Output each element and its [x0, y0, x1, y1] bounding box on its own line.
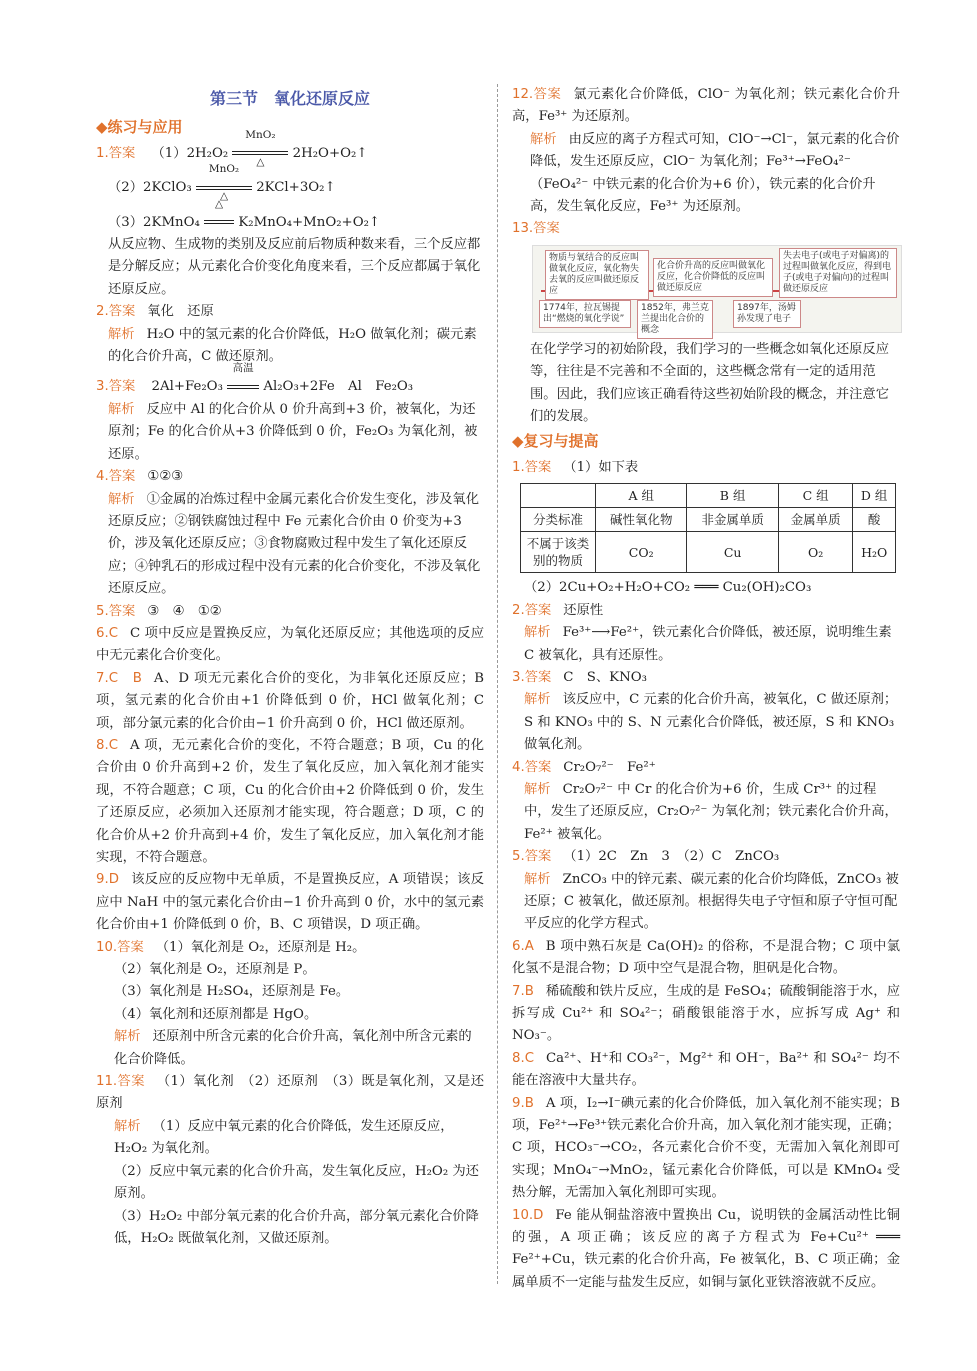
r3-explain-text: 该反应中，C 元素的化合价升高，被氧化，C 做还原剂；S 和 KNO₃ 中的 S、N 元素化合价降低，被还原，S 和 KNO₃ 做氧化剂。	[524, 692, 898, 753]
table-cell: D 组	[853, 484, 896, 508]
q4-answer: ①②③	[147, 469, 184, 485]
r6	[512, 936, 900, 981]
r3-explain	[512, 689, 900, 756]
r4	[512, 757, 900, 779]
q11-explain-3: （3）H₂O₂ 中部分氧元素的化合价升高，部分氧元素化合价降低，H₂O₂ 既做氧化剂，又做还原剂。	[114, 1208, 479, 1246]
answer-label: 答案	[117, 939, 144, 955]
concept-timeline-figure	[532, 245, 902, 333]
q2-number: 2.	[96, 304, 109, 320]
q7-number: 7.	[96, 670, 109, 686]
r5-explain	[512, 869, 900, 936]
q13-text: 在化学学习的初始阶段，我们学习的一些概念如氧化还原反应等，往往是不完善和不全面的，这些概念常有一定的适用范围。因此，我们应该正确看待这些初始阶段的概念，并注意它们的发展。	[530, 341, 890, 425]
answer-label: 答案	[524, 602, 552, 618]
q7-letter: C B	[108, 670, 142, 686]
r9-letter: B	[524, 1095, 534, 1111]
r6-number: 6.	[512, 938, 525, 954]
answer-label: 答案	[108, 603, 136, 619]
q4-explain	[96, 489, 484, 601]
q8-letter: C	[108, 737, 118, 753]
q5-number: 5.	[96, 603, 109, 619]
r2-number: 2.	[512, 602, 525, 618]
timeline-date-3: 1897年，汤姆孙发现了电子	[733, 300, 801, 328]
q10-line2: （2）氧化剂是 O₂，还原剂是 P。	[114, 962, 316, 978]
r9-text: A 项，I₂→I⁻碘元素的化合价降低，加入氧化剂不能实现；B 项，Fe²⁺→Fe³⁺铁元素化合价升高，加入氧化剂才能实现，正确；C 项，HCO₃⁻→CO₂，各元素化合价不变，无需加入氧化剂即可实现；MnO₄⁻→MnO₂，锰元素化合价降低，可以是 KMnO₄ 受热分解，无需加入氧化剂即可实现。	[512, 1095, 900, 1201]
r2-answer: 还原性	[563, 602, 604, 618]
q3-product: Al₂O₃+2Fe Al Fe₂O₃	[263, 379, 414, 395]
r8	[512, 1048, 900, 1093]
r4-answer: Cr₂O₇²⁻ Fe²⁺	[563, 759, 656, 775]
explain-label: 解析	[108, 401, 135, 417]
table-cell: 酸	[853, 508, 896, 532]
q12	[512, 84, 900, 129]
answer-label: 答案	[108, 304, 136, 320]
r1-lead: （1）如下表	[563, 459, 639, 475]
q10-line1: （1）氧化剂是 O₂，还原剂是 H₂。	[155, 939, 366, 955]
section-review: ◆复习与提高	[512, 432, 599, 451]
r3	[512, 667, 900, 689]
q1-formula3	[96, 197, 484, 234]
q5-answer: ③ ④ ①②	[147, 603, 222, 619]
classification-table	[520, 483, 896, 573]
table-cell: 金属单质	[778, 508, 852, 532]
q11	[96, 1071, 484, 1116]
q6-letter: C	[108, 625, 118, 641]
r10-text: Fe 能从铜盐溶液中置换出 Cu，说明铁的金属活动性比铜的强，A 项正确；该反应的离子方程式为 Fe+Cu²⁺ ═══ Fe²⁺+Cu，铁元素的化合价升高，Fe 被氧化，B、C 项正确；金属单质不一定能与盐发生反应，如铜与氯化亚铁溶液就不反应。	[512, 1207, 900, 1290]
r9-number: 9.	[512, 1095, 525, 1111]
table-cell: C 组	[778, 484, 852, 508]
answer-label: 答案	[108, 469, 136, 485]
r5-answer: （1）2C Zn 3 （2）C ZnCO₃	[563, 849, 780, 865]
r5-explain-text: ZnCO₃ 中的锌元素、碳元素的化合价均降低，ZnCO₃ 被还原；C 被氧化，做还原剂。根据得失电子守恒和原子守恒可配平反应的化学方程式。	[524, 871, 899, 932]
r2	[512, 600, 900, 622]
answer-label: 答案	[533, 87, 562, 102]
table-row	[521, 532, 896, 573]
q1-text: 从反应物、生成物的类别及反应前后物质种数来看，三个反应都是分解反应；从元素化合价变化角度来看，三个反应都属于氧化还原反应。	[108, 237, 481, 297]
q3-explain	[96, 399, 484, 466]
r6-letter: A	[524, 938, 534, 954]
table-cell: 不属于该类别的物质	[521, 532, 596, 573]
q1	[96, 128, 484, 168]
q12-number: 12.	[512, 87, 534, 102]
answer-label: 答案	[524, 849, 552, 865]
r1-number: 1.	[512, 459, 525, 475]
q10-explain-text: 还原剂中所含元素的化合价升高，氧化剂中所含元素的化合价降低。	[114, 1029, 472, 1067]
q11-answer: （1）氧化剂 （2）还原剂 （3）既是氧化剂，又是还原剂	[96, 1074, 484, 1112]
q8-number: 8.	[96, 737, 109, 753]
q2-explain-text: H₂O 中的氢元素的化合价降低，H₂O 做氧化剂；碳元素的化合价升高，C 做还原剂。	[108, 326, 477, 365]
timeline-concept-1: 物质与氧结合的反应叫做氧化反应，氧化物失去氧的反应叫做还原反应	[545, 250, 649, 300]
q1-formula1-arrow	[232, 128, 288, 168]
r1-formula: （2）2Cu+O₂+H₂O+CO₂ ═══ Cu₂(OH)₂CO₃	[524, 580, 812, 596]
r3-number: 3.	[512, 669, 525, 685]
q4-explain-text: ①金属的冶炼过程中金属元素化合价发生变化，涉及氧化还原反应；②钢铁腐蚀过程中 Fe 元素化合价由 0 价变为+3 价，涉及氧化还原反应；③食物腐败过程中发生了氧化还原反应；④钟乳石的形成过程中没有元素的化合价变化，不涉及氧化还原反应。	[108, 491, 481, 597]
q9	[96, 869, 484, 936]
r10-number: 10.	[512, 1207, 534, 1223]
r9	[512, 1093, 900, 1205]
q11-explain	[96, 1116, 484, 1161]
q10-line4: （4）氧化剂和还原剂都是 HgO。	[114, 1006, 318, 1022]
table-cell: O₂	[778, 532, 852, 573]
q7-text: A、D 项无元素化合价的变化，为非氧化还原反应；B 项，氢元素的化合价由+1 价降低到 0 价，HCl 做氧化剂；C 项，部分氯元素的化合价由−1 价升高到 0 价，HCl 做还原剂。	[96, 670, 484, 731]
q11-explain-1: （1）反应中氧元素的化合价降低，发生还原反应，H₂O₂ 为氧化剂。	[114, 1118, 454, 1157]
q10-number: 10.	[96, 939, 118, 955]
q12-explain	[512, 129, 900, 219]
table-row	[521, 508, 896, 532]
q1-formula3-product: K₂MnO₄+MnO₂+O₂↑	[238, 214, 381, 230]
q6-number: 6.	[96, 625, 109, 641]
answer-label: 答案	[524, 459, 552, 475]
explain-label: 解析	[524, 692, 551, 708]
condition: △	[215, 197, 224, 210]
right-column	[512, 84, 900, 1294]
q2	[96, 301, 484, 323]
r4-explain-text: Cr₂O₇²⁻ 中 Cr 的化合价为+6 价，生成 Cr³⁺ 的过程中，发生了还原反应，Cr₂O₇²⁻ 为氧化剂；铁元素化合价升高，Fe²⁺ 被氧化。	[524, 781, 898, 842]
answer-label: 答案	[117, 1074, 145, 1090]
timeline-concept-3: 失去电子(或电子对偏离)的过程叫做氧化反应，得到电子(或电子对偏向)的过程叫做还原反应	[779, 248, 897, 298]
table-cell: H₂O	[853, 532, 896, 573]
r2-explain-text: Fe³⁺⟶Fe²⁺，铁元素化合价降低，被还原，说明维生素 C 被氧化，具有还原性。	[524, 625, 892, 663]
condition: 高温	[232, 362, 254, 375]
r7-letter: B	[524, 983, 534, 999]
table-header-row	[521, 484, 896, 508]
q12-answer: 氯元素化合价降低，ClO⁻ 为氧化剂；铁元素化合价升高，Fe³⁺ 为还原剂。	[512, 87, 901, 125]
r8-letter: C	[524, 1050, 534, 1066]
explain-label: 解析	[530, 131, 557, 147]
q9-letter: D	[108, 872, 119, 888]
q3	[96, 362, 484, 398]
explain-label: 解析	[524, 871, 551, 887]
r6-text: B 项中熟石灰是 Ca(OH)₂ 的俗称，不是混合物；C 项中氯化氢不是混合物；D 项中空气是混合物，胆矾是化合物。	[512, 938, 900, 977]
q4-number: 4.	[96, 469, 109, 485]
q12-explain-text: 由反应的离子方程式可知，ClO⁻→Cl⁻，氯元素的化合价降低，发生还原反应，ClO⁻ 为氧化剂；Fe³⁺→FeO₄²⁻（FeO₄²⁻ 中铁元素的化合价为+6 价），铁元素的化合价升高，发生氧化反应，Fe³⁺ 为还原剂。	[530, 131, 900, 215]
q2-answer: 氧化 还原	[147, 304, 214, 320]
page-title: 第三节 氧化还原反应	[209, 89, 370, 108]
r7-text: 稀硫酸和铁片反应，生成的是 FeSO₄；硫酸铜能溶于水，应拆写成 Cu²⁺ 和 SO₄²⁻；硝酸银能溶于水，应拆写成 Ag⁺ 和 NO₃⁻。	[512, 983, 900, 1044]
table-cell: 分类标准	[521, 508, 596, 532]
q11-number: 11.	[96, 1074, 118, 1090]
table-cell	[521, 484, 596, 508]
table-cell: A 组	[596, 484, 687, 508]
q6-text: C 项中反应是置换反应，为氧化还原反应；其他选项的反应中无元素化合价变化。	[96, 625, 484, 664]
q1-formula1-reactant: （1）2H₂O₂	[151, 145, 229, 161]
r1	[512, 457, 900, 479]
q1-formula2-reactant: （2）2KClO₃	[108, 180, 192, 196]
answer-label: 答案	[533, 221, 560, 237]
condition-below: △	[256, 155, 265, 168]
q10	[96, 937, 484, 959]
q1-formula1-product: 2H₂O+O₂↑	[292, 145, 368, 161]
r8-text: Ca²⁺、H⁺和 CO₃²⁻，Mg²⁺ 和 OH⁻，Ba²⁺ 和 SO₄²⁻ 均不能在溶液中大量共存。	[512, 1050, 900, 1089]
q10-line3: （3）氧化剂是 H₂SO₄，还原剂是 Fe。	[114, 984, 350, 1000]
q1-formula2-product: 2KCl+3O₂↑	[256, 180, 336, 196]
r5-number: 5.	[512, 849, 525, 865]
explain-label: 解析	[108, 491, 135, 507]
q13-number: 13.	[512, 221, 534, 237]
r5	[512, 846, 900, 868]
q1-formula3-reactant: （3）2KMnO₄	[108, 214, 200, 230]
table-cell: B 组	[687, 484, 778, 508]
q7	[96, 668, 484, 735]
q1-formula2-arrow	[196, 163, 252, 203]
r7-number: 7.	[512, 983, 525, 999]
condition: MnO₂	[208, 163, 240, 176]
condition-below: △	[219, 190, 229, 203]
answer-label: 答案	[108, 379, 136, 395]
answer-label: 答案	[524, 669, 552, 685]
q2-explain	[96, 324, 484, 369]
q1-number: 1.	[96, 145, 109, 161]
r3-answer: C S、KNO₃	[563, 669, 647, 685]
answer-label: 答案	[524, 759, 552, 775]
q10-explain	[96, 1026, 484, 1071]
section-practice: ◆练习与应用	[96, 118, 183, 137]
q1-formula3-arrow	[204, 197, 234, 234]
q9-text: 该反应的反应物中无单质，不是置换反应，A 项错误；该反应中 NaH 中的氢元素化合价由−1 价升高到 0 价，水中的氢元素化合价由+1 价降低到 0 价，B、C 项错误，D 项正确。	[96, 872, 484, 933]
q13	[512, 218, 900, 240]
left-column	[96, 84, 484, 1250]
column-divider	[497, 84, 498, 1284]
q3-explain-text: 反应中 Al 的化合价从 0 价升高到+3 价，被氧化，为还原剂；Fe 的化合价从+3 价降低到 0 价，Fe₂O₃ 为氧化剂，被还原。	[108, 401, 478, 462]
timeline-date-2: 1852年，弗兰克兰提出化合价的概念	[637, 300, 713, 339]
r4-explain	[512, 779, 900, 846]
q11-explain-2: （2）反应中氧元素的化合价升高，发生氧化反应，H₂O₂ 为还原剂。	[114, 1163, 479, 1202]
q3-reactant: 2Al+Fe₂O₃	[151, 379, 223, 395]
timeline-date-1: 1774年，拉瓦锡提出“燃烧的氧化学说”	[539, 300, 631, 328]
table-cell: CO₂	[596, 532, 687, 573]
explain-label: 解析	[108, 326, 135, 342]
q3-arrow	[227, 362, 259, 398]
q5	[96, 601, 484, 623]
r8-number: 8.	[512, 1050, 525, 1066]
q3-number: 3.	[96, 379, 109, 395]
q4	[96, 466, 484, 488]
r7	[512, 981, 900, 1048]
q8-text: A 项，无元素化合价的变化，不符合题意；B 项，Cu 的化合价由 0 价升高到+2 价，发生了氧化反应，加入氧化剂才能实现，不符合题意；C 项，Cu 的化合价由+2 价降低到 0 价，发生了还原反应，必须加入还原剂才能实现，符合题意；D 项，C 的化合价从+2 价升高到+4 价，发生了氧化反应，加入氧化剂才能实现，不符合题意。	[96, 737, 484, 865]
table-cell: 非金属单质	[687, 508, 778, 532]
r10	[512, 1205, 900, 1295]
q9-number: 9.	[96, 872, 109, 888]
table-cell: 碱性氧化物	[596, 508, 687, 532]
r2-explain	[512, 622, 900, 667]
condition: MnO₂	[245, 128, 276, 141]
explain-label: 解析	[114, 1029, 141, 1045]
explain-label: 解析	[524, 625, 551, 641]
r10-letter: D	[533, 1207, 544, 1223]
explain-label: 解析	[114, 1118, 141, 1134]
timeline-concept-2: 化合价升高的反应叫做氧化反应，化合价降低的反应叫做还原反应	[653, 258, 773, 297]
r4-number: 4.	[512, 759, 525, 775]
table-cell: Cu	[687, 532, 778, 573]
q8	[96, 735, 484, 869]
answer-label: 答案	[108, 145, 136, 161]
explain-label: 解析	[524, 781, 551, 797]
q6	[96, 623, 484, 668]
q1-formula2	[96, 163, 484, 203]
